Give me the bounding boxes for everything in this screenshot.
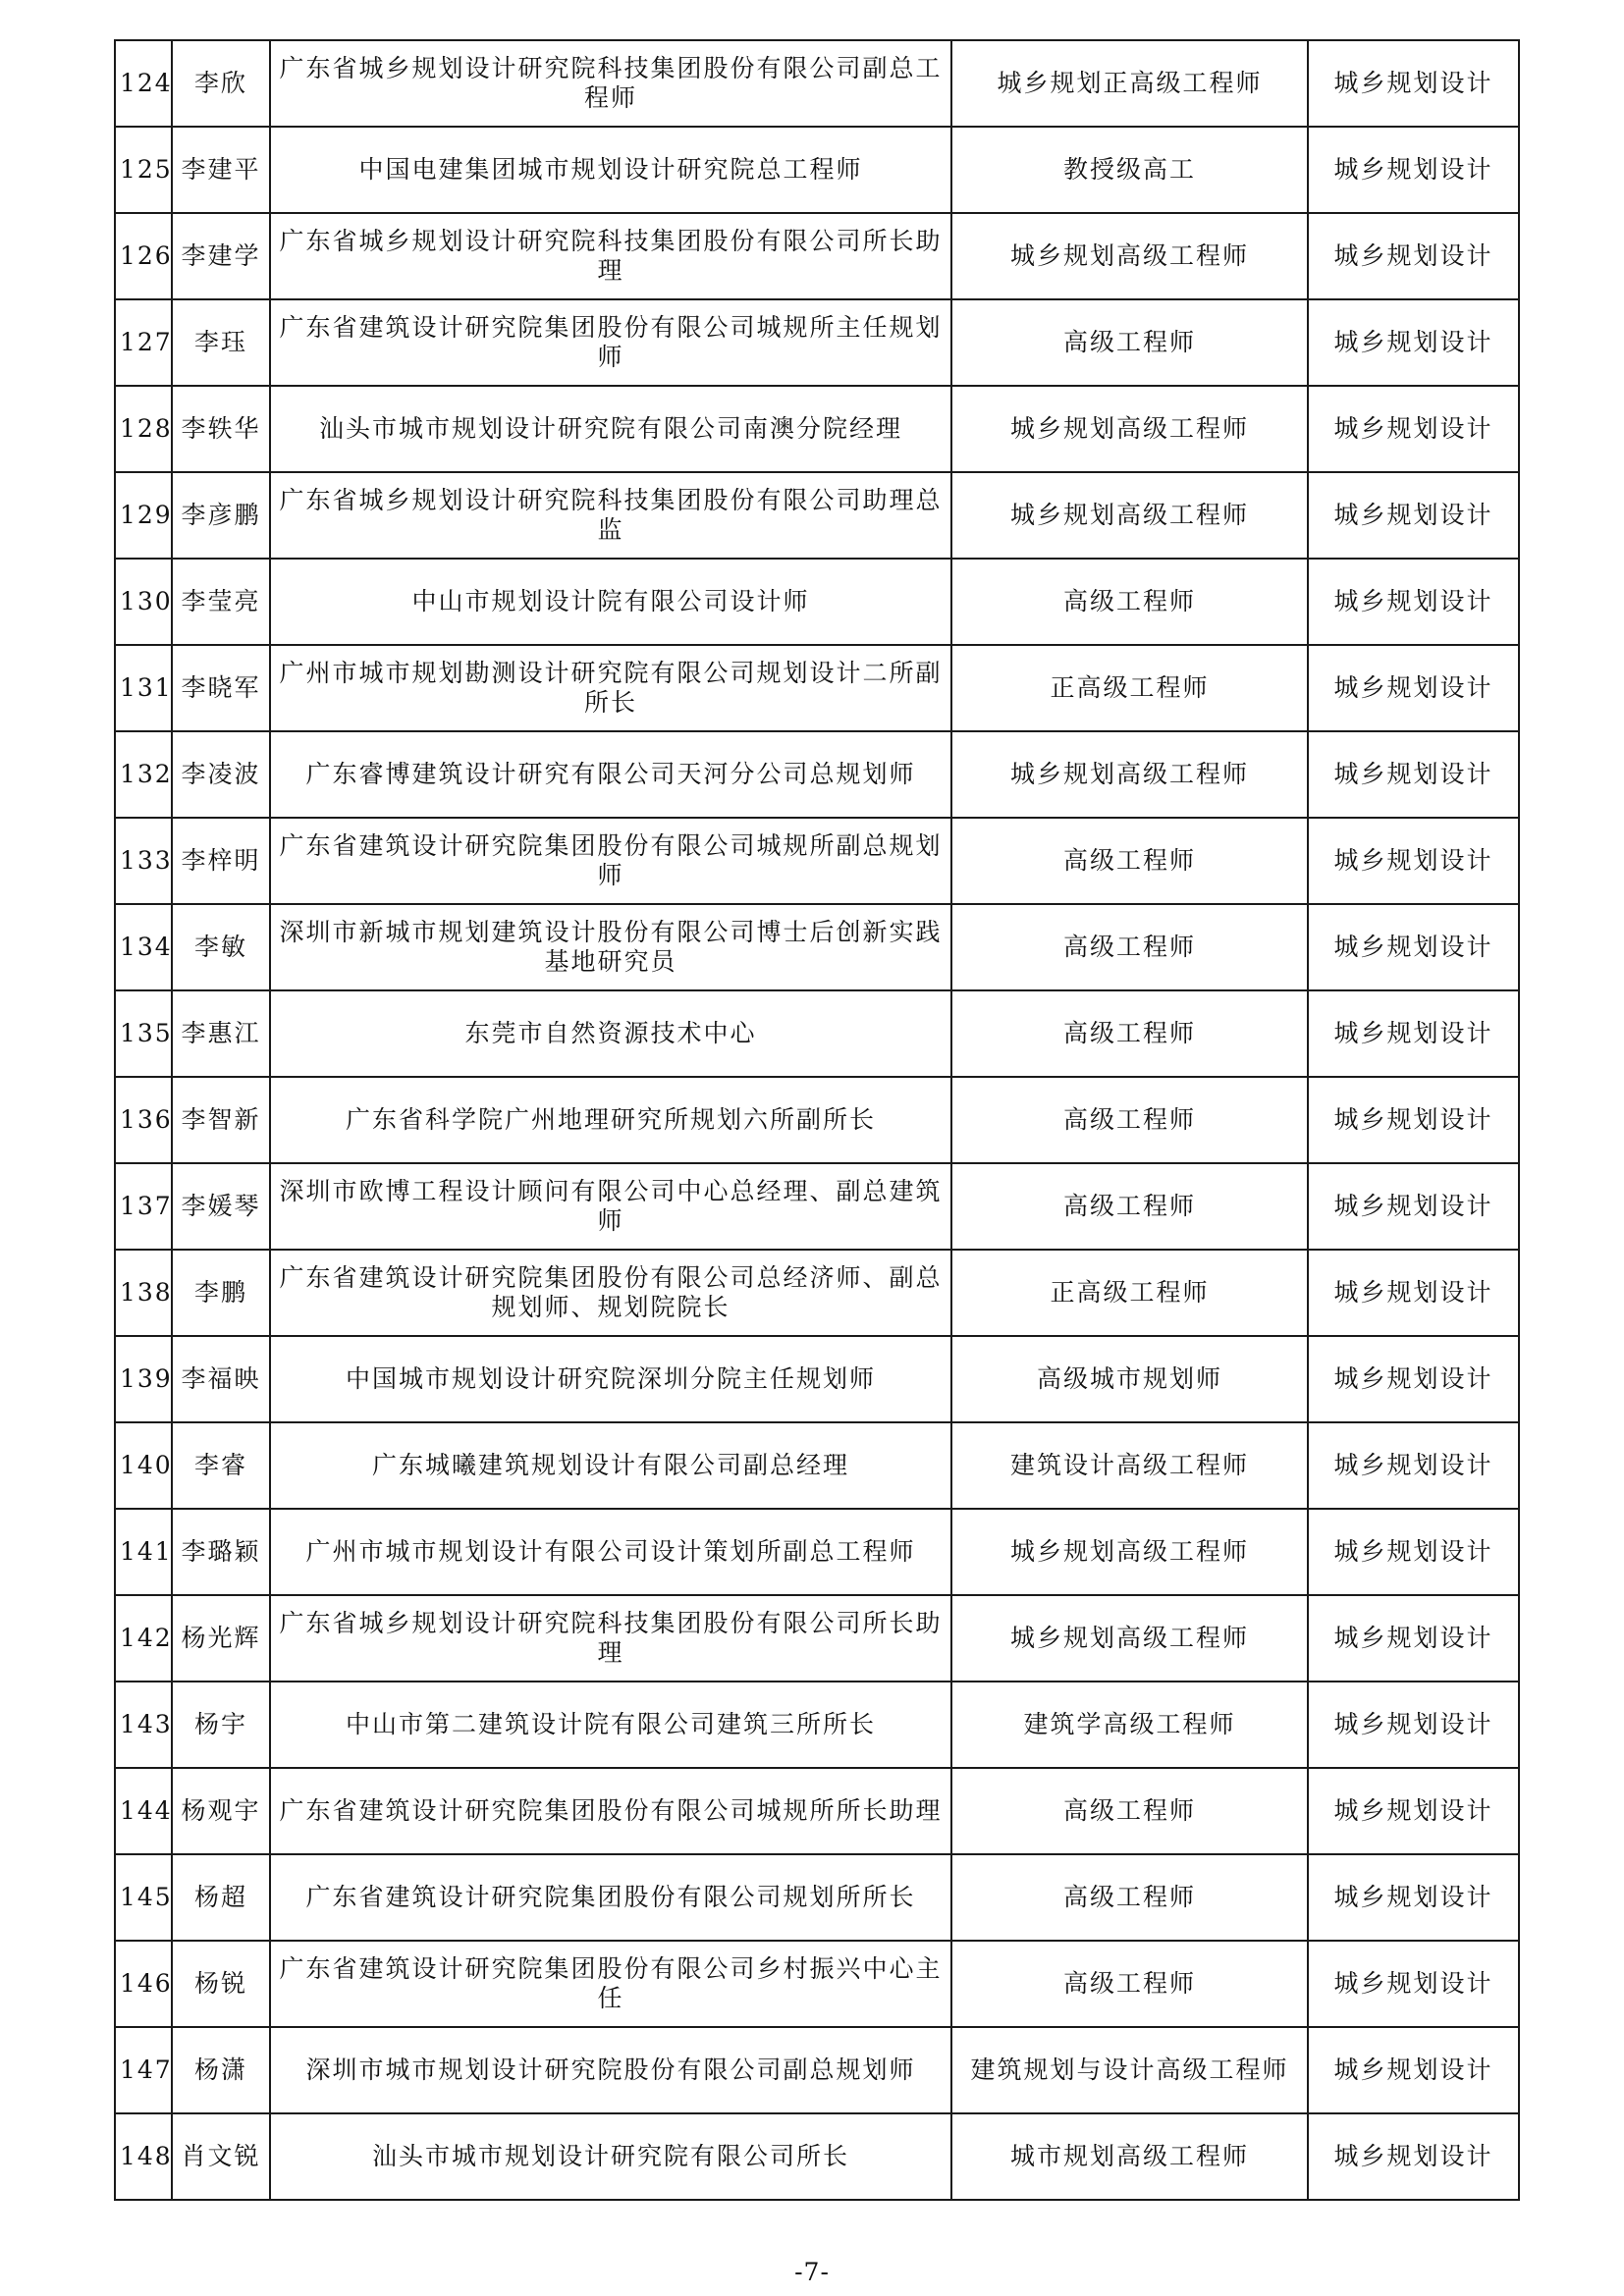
name-cell: 李敏 <box>172 904 270 990</box>
unit-position-cell: 汕头市城市规划设计研究院有限公司南澳分院经理 <box>270 386 951 472</box>
expert-roster-table <box>114 39 1520 2201</box>
name-cell: 杨光辉 <box>172 1595 270 1682</box>
unit-position-cell: 深圳市新城市规划建筑设计股份有限公司博士后创新实践基地研究员 <box>270 904 951 990</box>
specialty-field-cell: 城乡规划设计 <box>1308 1077 1519 1163</box>
name-cell: 李鹏 <box>172 1250 270 1336</box>
unit-position-cell: 深圳市欧博工程设计顾问有限公司中心总经理、副总建筑师 <box>270 1163 951 1250</box>
table-row <box>115 1250 1519 1336</box>
name-cell: 李欣 <box>172 40 270 127</box>
unit-position-cell: 广东睿博建筑设计研究有限公司天河分公司总规划师 <box>270 731 951 818</box>
professional-title-cell: 高级工程师 <box>951 1163 1308 1250</box>
specialty-field-cell: 城乡规划设计 <box>1308 559 1519 645</box>
unit-position-cell: 中国电建集团城市规划设计研究院总工程师 <box>270 127 951 213</box>
row-number-cell: 124 <box>115 40 172 127</box>
specialty-field-cell: 城乡规划设计 <box>1308 472 1519 559</box>
name-cell: 李梓明 <box>172 818 270 904</box>
table-row <box>115 990 1519 1077</box>
professional-title-cell: 高级工程师 <box>951 990 1308 1077</box>
professional-title-cell: 建筑设计高级工程师 <box>951 1422 1308 1509</box>
unit-position-cell: 广东省城乡规划设计研究院科技集团股份有限公司副总工程师 <box>270 40 951 127</box>
unit-position-cell: 中山市规划设计院有限公司设计师 <box>270 559 951 645</box>
professional-title-cell: 城乡规划高级工程师 <box>951 472 1308 559</box>
specialty-field-cell: 城乡规划设计 <box>1308 127 1519 213</box>
row-number-cell: 137 <box>115 1163 172 1250</box>
specialty-field-cell: 城乡规划设计 <box>1308 213 1519 299</box>
name-cell: 杨观宇 <box>172 1768 270 1854</box>
table-row <box>115 1077 1519 1163</box>
table-row <box>115 127 1519 213</box>
unit-position-cell: 广州市城市规划勘测设计研究院有限公司规划设计二所副所长 <box>270 645 951 731</box>
professional-title-cell: 城乡规划高级工程师 <box>951 1509 1308 1595</box>
specialty-field-cell: 城乡规划设计 <box>1308 1768 1519 1854</box>
name-cell: 杨超 <box>172 1854 270 1941</box>
name-cell: 李莹亮 <box>172 559 270 645</box>
specialty-field-cell: 城乡规划设计 <box>1308 731 1519 818</box>
row-number-cell: 129 <box>115 472 172 559</box>
professional-title-cell: 正高级工程师 <box>951 1250 1308 1336</box>
specialty-field-cell: 城乡规划设计 <box>1308 818 1519 904</box>
specialty-field-cell: 城乡规划设计 <box>1308 386 1519 472</box>
row-number-cell: 144 <box>115 1768 172 1854</box>
professional-title-cell: 城乡规划高级工程师 <box>951 1595 1308 1682</box>
professional-title-cell: 高级工程师 <box>951 1854 1308 1941</box>
name-cell: 李福映 <box>172 1336 270 1422</box>
specialty-field-cell: 城乡规划设计 <box>1308 904 1519 990</box>
row-number-cell: 141 <box>115 1509 172 1595</box>
table-row <box>115 731 1519 818</box>
table-row <box>115 213 1519 299</box>
row-number-cell: 142 <box>115 1595 172 1682</box>
unit-position-cell: 广东省科学院广州地理研究所规划六所副所长 <box>270 1077 951 1163</box>
table-row <box>115 472 1519 559</box>
table-row <box>115 299 1519 386</box>
unit-position-cell: 广东省建筑设计研究院集团股份有限公司总经济师、副总规划师、规划院院长 <box>270 1250 951 1336</box>
row-number-cell: 127 <box>115 299 172 386</box>
unit-position-cell: 广州市城市规划设计有限公司设计策划所副总工程师 <box>270 1509 951 1595</box>
name-cell: 杨锐 <box>172 1941 270 2027</box>
table-row <box>115 2113 1519 2200</box>
row-number-cell: 140 <box>115 1422 172 1509</box>
row-number-cell: 131 <box>115 645 172 731</box>
professional-title-cell: 城乡规划正高级工程师 <box>951 40 1308 127</box>
specialty-field-cell: 城乡规划设计 <box>1308 1336 1519 1422</box>
row-number-cell: 138 <box>115 1250 172 1336</box>
row-number-cell: 128 <box>115 386 172 472</box>
unit-position-cell: 广东省建筑设计研究院集团股份有限公司乡村振兴中心主任 <box>270 1941 951 2027</box>
row-number-cell: 147 <box>115 2027 172 2113</box>
name-cell: 肖文锐 <box>172 2113 270 2200</box>
specialty-field-cell: 城乡规划设计 <box>1308 1854 1519 1941</box>
specialty-field-cell: 城乡规划设计 <box>1308 645 1519 731</box>
name-cell: 李珏 <box>172 299 270 386</box>
table-row <box>115 1422 1519 1509</box>
professional-title-cell: 正高级工程师 <box>951 645 1308 731</box>
table-row <box>115 40 1519 127</box>
professional-title-cell: 城乡规划高级工程师 <box>951 213 1308 299</box>
specialty-field-cell: 城乡规划设计 <box>1308 1941 1519 2027</box>
row-number-cell: 134 <box>115 904 172 990</box>
specialty-field-cell: 城乡规划设计 <box>1308 299 1519 386</box>
name-cell: 李睿 <box>172 1422 270 1509</box>
table-row <box>115 2027 1519 2113</box>
row-number-cell: 132 <box>115 731 172 818</box>
professional-title-cell: 高级城市规划师 <box>951 1336 1308 1422</box>
name-cell: 李凌波 <box>172 731 270 818</box>
specialty-field-cell: 城乡规划设计 <box>1308 1250 1519 1336</box>
name-cell: 李媛琴 <box>172 1163 270 1250</box>
name-cell: 李智新 <box>172 1077 270 1163</box>
row-number-cell: 126 <box>115 213 172 299</box>
row-number-cell: 125 <box>115 127 172 213</box>
specialty-field-cell: 城乡规划设计 <box>1308 40 1519 127</box>
table-row <box>115 1768 1519 1854</box>
row-number-cell: 133 <box>115 818 172 904</box>
table-row <box>115 904 1519 990</box>
name-cell: 李建平 <box>172 127 270 213</box>
row-number-cell: 148 <box>115 2113 172 2200</box>
specialty-field-cell: 城乡规划设计 <box>1308 1422 1519 1509</box>
name-cell: 李璐颖 <box>172 1509 270 1595</box>
professional-title-cell: 城乡规划高级工程师 <box>951 386 1308 472</box>
professional-title-cell: 城市规划高级工程师 <box>951 2113 1308 2200</box>
name-cell: 李晓军 <box>172 645 270 731</box>
roster-body <box>115 40 1519 2200</box>
unit-position-cell: 中山市第二建筑设计院有限公司建筑三所所长 <box>270 1682 951 1768</box>
unit-position-cell: 广东省城乡规划设计研究院科技集团股份有限公司助理总监 <box>270 472 951 559</box>
professional-title-cell: 高级工程师 <box>951 1941 1308 2027</box>
table-row <box>115 559 1519 645</box>
professional-title-cell: 高级工程师 <box>951 1768 1308 1854</box>
professional-title-cell: 建筑规划与设计高级工程师 <box>951 2027 1308 2113</box>
unit-position-cell: 中国城市规划设计研究院深圳分院主任规划师 <box>270 1336 951 1422</box>
table-row <box>115 1595 1519 1682</box>
professional-title-cell: 城乡规划高级工程师 <box>951 731 1308 818</box>
table-row <box>115 1854 1519 1941</box>
specialty-field-cell: 城乡规划设计 <box>1308 990 1519 1077</box>
table-row <box>115 1336 1519 1422</box>
professional-title-cell: 高级工程师 <box>951 1077 1308 1163</box>
table-row <box>115 818 1519 904</box>
specialty-field-cell: 城乡规划设计 <box>1308 2027 1519 2113</box>
unit-position-cell: 广东省建筑设计研究院集团股份有限公司城规所所长助理 <box>270 1768 951 1854</box>
name-cell: 李惠江 <box>172 990 270 1077</box>
professional-title-cell: 高级工程师 <box>951 559 1308 645</box>
specialty-field-cell: 城乡规划设计 <box>1308 1595 1519 1682</box>
name-cell: 杨潇 <box>172 2027 270 2113</box>
row-number-cell: 139 <box>115 1336 172 1422</box>
unit-position-cell: 广东省建筑设计研究院集团股份有限公司规划所所长 <box>270 1854 951 1941</box>
professional-title-cell: 教授级高工 <box>951 127 1308 213</box>
row-number-cell: 145 <box>115 1854 172 1941</box>
specialty-field-cell: 城乡规划设计 <box>1308 2113 1519 2200</box>
name-cell: 李轶华 <box>172 386 270 472</box>
table-row <box>115 645 1519 731</box>
unit-position-cell: 东莞市自然资源技术中心 <box>270 990 951 1077</box>
unit-position-cell: 广东省城乡规划设计研究院科技集团股份有限公司所长助理 <box>270 1595 951 1682</box>
unit-position-cell: 广东省城乡规划设计研究院科技集团股份有限公司所长助理 <box>270 213 951 299</box>
row-number-cell: 136 <box>115 1077 172 1163</box>
unit-position-cell: 深圳市城市规划设计研究院股份有限公司副总规划师 <box>270 2027 951 2113</box>
table-row <box>115 1163 1519 1250</box>
unit-position-cell: 广东城曦建筑规划设计有限公司副总经理 <box>270 1422 951 1509</box>
specialty-field-cell: 城乡规划设计 <box>1308 1682 1519 1768</box>
page-number: -7- <box>794 2258 830 2286</box>
name-cell: 李彦鹏 <box>172 472 270 559</box>
row-number-cell: 135 <box>115 990 172 1077</box>
professional-title-cell: 高级工程师 <box>951 904 1308 990</box>
unit-position-cell: 广东省建筑设计研究院集团股份有限公司城规所副总规划师 <box>270 818 951 904</box>
name-cell: 李建学 <box>172 213 270 299</box>
name-cell: 杨宇 <box>172 1682 270 1768</box>
table-row <box>115 1509 1519 1595</box>
table-row <box>115 1682 1519 1768</box>
row-number-cell: 130 <box>115 559 172 645</box>
professional-title-cell: 高级工程师 <box>951 818 1308 904</box>
row-number-cell: 143 <box>115 1682 172 1768</box>
unit-position-cell: 汕头市城市规划设计研究院有限公司所长 <box>270 2113 951 2200</box>
professional-title-cell: 建筑学高级工程师 <box>951 1682 1308 1768</box>
professional-title-cell: 高级工程师 <box>951 299 1308 386</box>
table-row <box>115 1941 1519 2027</box>
specialty-field-cell: 城乡规划设计 <box>1308 1163 1519 1250</box>
specialty-field-cell: 城乡规划设计 <box>1308 1509 1519 1595</box>
unit-position-cell: 广东省建筑设计研究院集团股份有限公司城规所主任规划师 <box>270 299 951 386</box>
row-number-cell: 146 <box>115 1941 172 2027</box>
table-row <box>115 386 1519 472</box>
